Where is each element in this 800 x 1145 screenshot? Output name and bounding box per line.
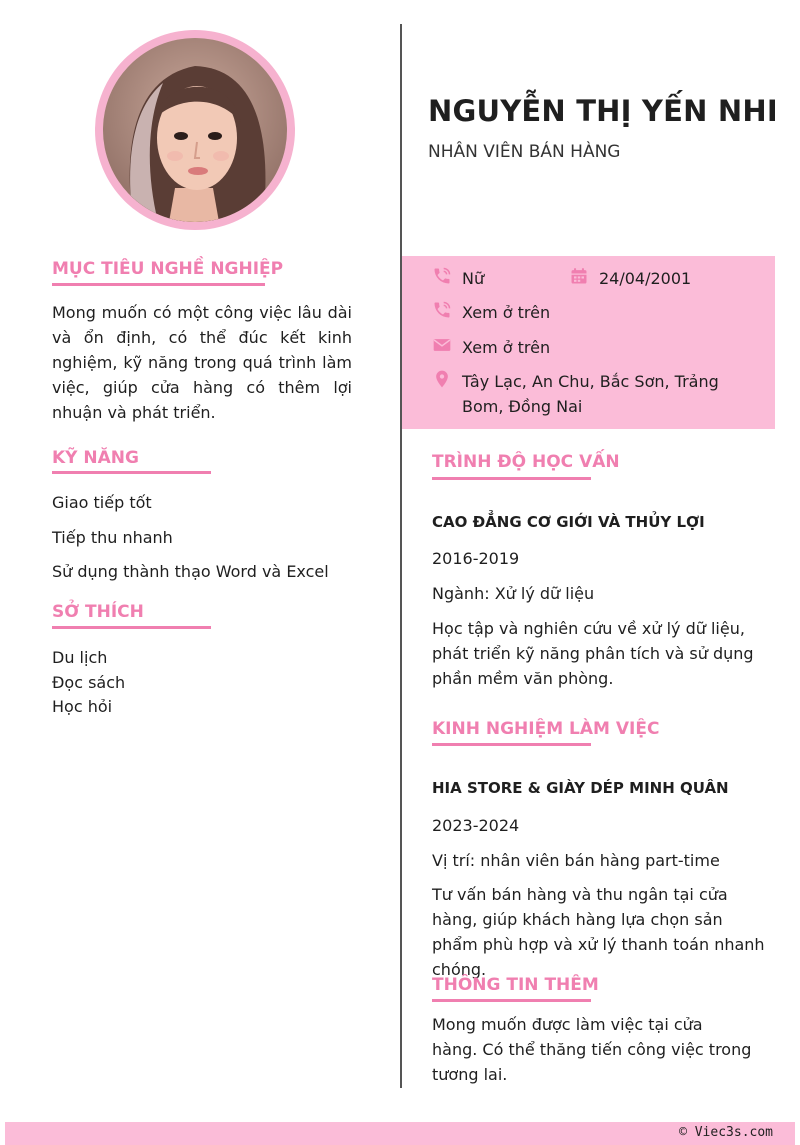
objective-heading: MỤC TIÊU NGHỀ NGHIỆP xyxy=(52,259,284,279)
profile-photo xyxy=(103,38,287,222)
footer-bar xyxy=(5,1122,795,1145)
hobby-item: Học hỏi xyxy=(52,697,113,716)
contact-phone: Xem ở trên xyxy=(462,303,551,322)
contact-box xyxy=(402,256,775,429)
objective-text: Mong muốn có một công việc lâu dài và ổn định, có thể đúc kết kinh nghiệm, kỹ năng trong quá trình làm việc, giúp cửa hàng có thêm lợi nhuận và phát triển. xyxy=(52,303,352,422)
location-icon xyxy=(432,369,452,389)
contact-birthday: 24/04/2001 xyxy=(599,269,692,288)
experience-description: Tư vấn bán hàng và thu ngân tại cửa hàng, giúp khách hàng lựa chọn sản phẩm phù hợp và xử lý thanh toán nhanh chóng. xyxy=(432,885,765,979)
avatar-ring xyxy=(95,30,295,230)
experience-heading-underline xyxy=(432,743,591,746)
experience-years: 2023-2024 xyxy=(432,816,520,835)
education-heading-underline xyxy=(432,477,591,480)
objective-heading-underline xyxy=(52,283,265,286)
skills-heading: KỸ NĂNG xyxy=(52,448,139,468)
education-school: CAO ĐẲNG CƠ GIỚI VÀ THỦY LỢI xyxy=(432,513,705,531)
additional-heading: THÔNG TIN THÊM xyxy=(432,975,599,995)
education-heading: TRÌNH ĐỘ HỌC VẤN xyxy=(432,452,620,472)
column-divider xyxy=(400,24,402,1088)
hobby-item: Du lịch xyxy=(52,648,108,667)
avatar xyxy=(103,38,287,222)
skill-item: Tiếp thu nhanh xyxy=(52,528,173,547)
hobby-item: Đọc sách xyxy=(52,673,126,692)
additional-heading-underline xyxy=(432,999,591,1002)
education-description: Học tập và nghiên cứu về xử lý dữ liệu, phát triển kỹ năng phân tích và sử dụng phần mềm văn phòng. xyxy=(432,619,754,688)
additional-text: Mong muốn được làm việc tại cửa hàng. Có thể thăng tiến công việc trong tương lai. xyxy=(432,1015,752,1084)
experience-company: HIA STORE & GIÀY DÉP MINH QUÂN xyxy=(432,779,729,797)
contact-email: Xem ở trên xyxy=(462,338,551,357)
hobbies-heading-underline xyxy=(52,626,211,629)
skill-item: Sử dụng thành thạo Word và Excel xyxy=(52,562,329,581)
candidate-name: NGUYỄN THỊ YẾN NHI xyxy=(428,94,778,128)
experience-position: Vị trí: nhân viên bán hàng part-time xyxy=(432,851,720,870)
contact-address: Tây Lạc, An Chu, Bắc Sơn, Trảng Bom, Đồng Nai xyxy=(462,372,719,416)
contact-gender: Nữ xyxy=(462,269,485,288)
phone-icon xyxy=(432,300,452,320)
email-icon xyxy=(432,335,452,355)
calendar-icon xyxy=(569,266,589,286)
experience-heading: KINH NGHIỆM LÀM VIỆC xyxy=(432,719,660,739)
education-major: Ngành: Xử lý dữ liệu xyxy=(432,584,595,603)
skills-heading-underline xyxy=(52,471,211,474)
footer-credit: © Viec3s.com xyxy=(679,1125,773,1140)
education-years: 2016-2019 xyxy=(432,549,520,568)
phone-icon xyxy=(432,266,452,286)
candidate-title: NHÂN VIÊN BÁN HÀNG xyxy=(428,142,621,162)
hobbies-heading: SỞ THÍCH xyxy=(52,602,144,622)
skill-item: Giao tiếp tốt xyxy=(52,493,152,512)
